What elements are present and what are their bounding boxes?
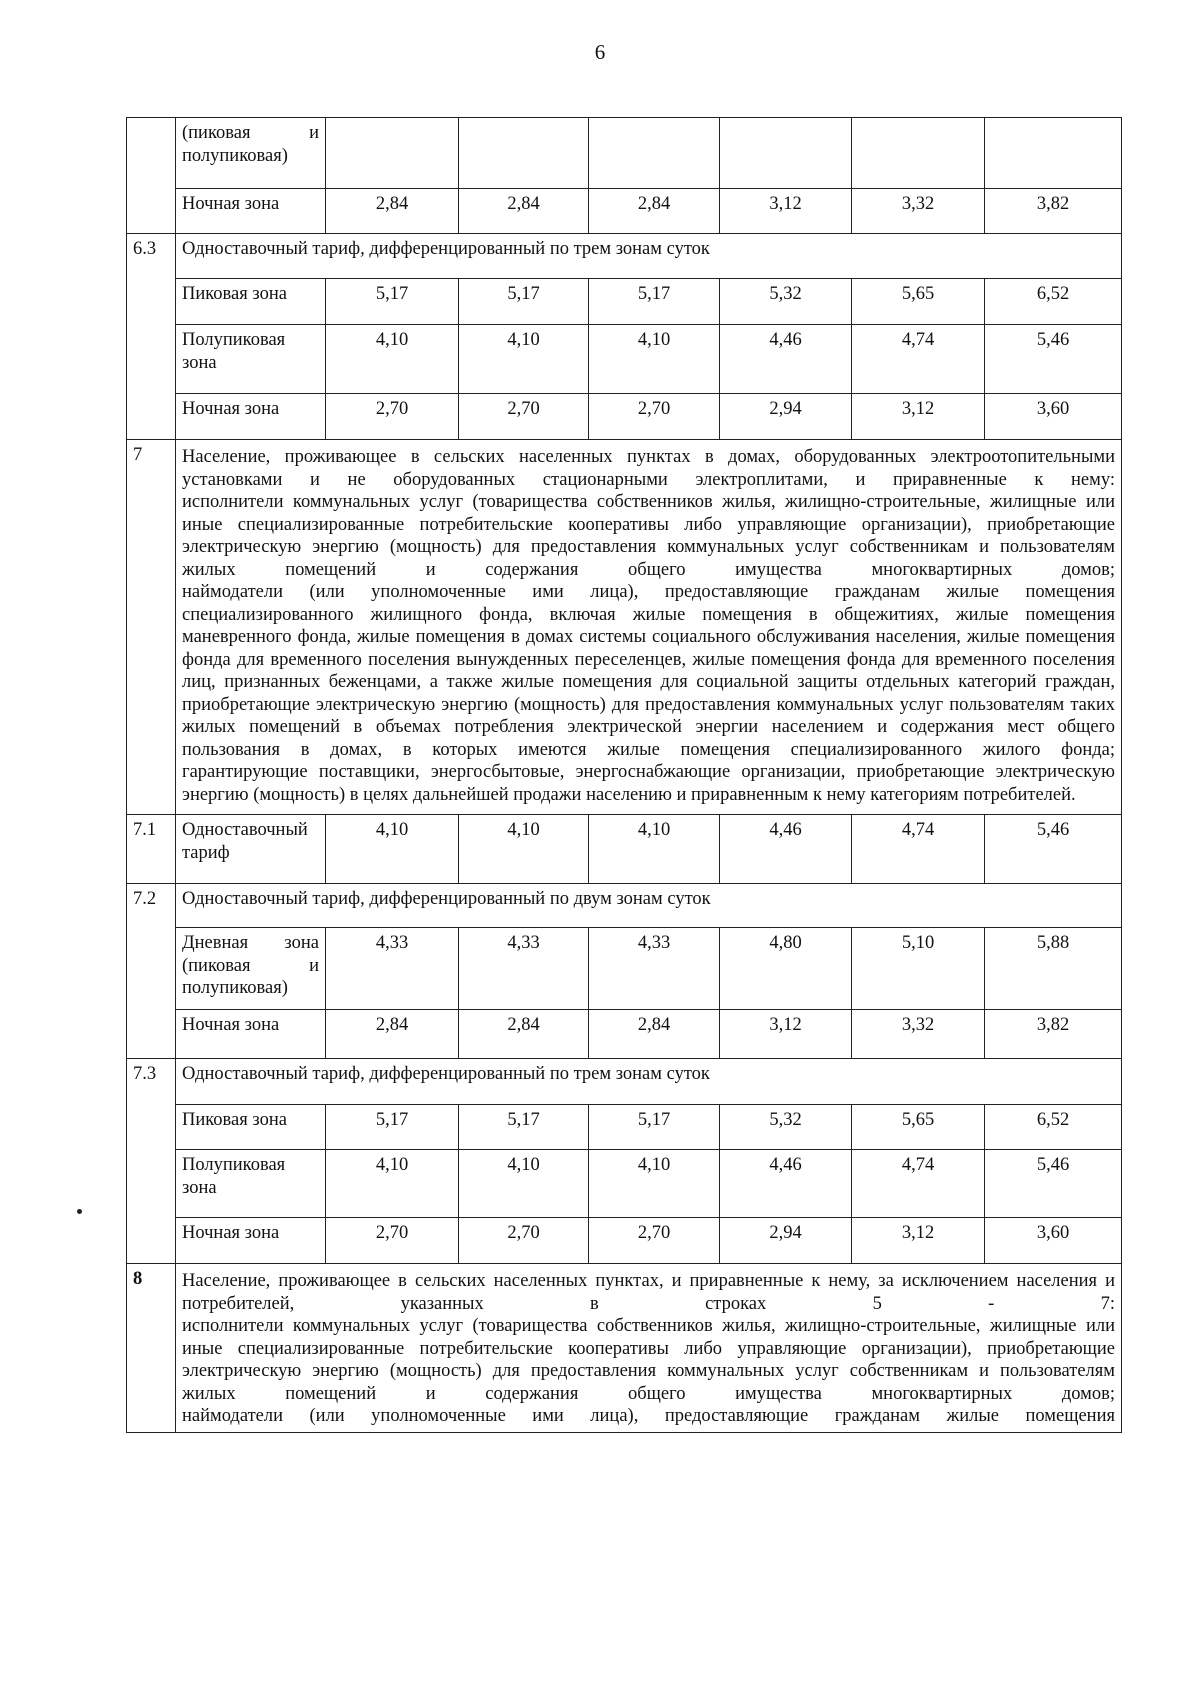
value-cell: 4,80 [720, 928, 852, 1010]
value-cell: 5,65 [852, 1105, 985, 1150]
zone-label: Одноставочный тариф [176, 815, 326, 884]
description-paragraph: Население, проживающее в сельских населенных пунктах в домах, оборудованных электроотопительными установками и не оборудованных стационарными электроплитами, и приравненные к нему: [182, 447, 1115, 490]
value-cell: 3,82 [985, 189, 1122, 234]
table-row [127, 928, 1122, 1010]
row-number: 8 [127, 1264, 176, 1433]
value-cell: 3,12 [852, 394, 985, 440]
value-cell: 2,70 [326, 1218, 459, 1264]
value-cell: 4,33 [326, 928, 459, 1010]
description-paragraph: исполнители коммунальных услуг (товарищества собственников жилья, жилищно-строительные, жилищные или иные специализированные потребительские кооперативы либо управляющие организации), приобретающие электрическую энергию (мощность) для предоставления коммунальных услуг собственникам и пользователям жилых помещений и содержания общего имущества многоквартирных домов; [182, 492, 1115, 580]
table-row [127, 440, 1122, 815]
table-row [127, 1105, 1122, 1150]
value-cell: 2,70 [459, 1218, 589, 1264]
page-number: 6 [594, 40, 606, 64]
table-row [127, 1010, 1122, 1059]
value-cell: 5,32 [720, 279, 852, 325]
value-cell: 5,46 [985, 325, 1122, 394]
value-cell: 2,84 [326, 189, 459, 234]
value-cell: 3,12 [720, 189, 852, 234]
value-cell: 2,84 [326, 1010, 459, 1059]
value-cell [326, 118, 459, 189]
value-cell: 4,74 [852, 1150, 985, 1218]
table-row [127, 234, 1122, 279]
value-cell: 3,60 [985, 1218, 1122, 1264]
zone-label: Полупиковая зона [176, 325, 326, 394]
table-row [127, 1150, 1122, 1218]
value-cell: 5,17 [326, 1105, 459, 1150]
category-description [176, 1264, 1122, 1433]
table-row [127, 815, 1122, 884]
value-cell: 5,17 [589, 279, 720, 325]
description-paragraph: наймодатели (или уполномоченные ими лица), предоставляющие гражданам жилые помещения специализированного жилищного фонда, включая жилые помещения в общежитиях, жилые помещения маневренного фонда, жилые помещения в домах системы социального обслуживания населения, жилые помещения фонда для временного поселения вынужденных переселенцев, жилые помещения фонда для временного поселения лиц, признанных беженцами, а также жилые помещения для социальной защиты отдельных категорий граждан, приобретающие электрическую энергию (мощность) для предоставления коммунальных услуг пользователям таких жилых помещений в объемах потребления электрической энергии населением и содержания мест общего пользования в домах, в которых имеются жилые помещения специализированного жилого фонда; [182, 582, 1115, 760]
value-cell: 4,10 [589, 815, 720, 884]
value-cell: 5,17 [326, 279, 459, 325]
value-cell: 4,10 [589, 325, 720, 394]
value-cell: 4,10 [459, 815, 589, 884]
value-cell: 4,46 [720, 1150, 852, 1218]
value-cell: 6,52 [985, 279, 1122, 325]
table-row [127, 1264, 1122, 1433]
value-cell: 4,74 [852, 325, 985, 394]
table-row [127, 1059, 1122, 1105]
description-paragraph: Население, проживающее в сельских населенных пунктах, и приравненные к нему, за исключением населения и потребителей, указанных в строках 5 - 7: [182, 1271, 1115, 1314]
value-cell: 4,10 [459, 1150, 589, 1218]
value-cell: 4,10 [326, 1150, 459, 1218]
value-cell: 3,32 [852, 1010, 985, 1059]
tariff-heading: Одноставочный тариф, дифференцированный по двум зонам суток [176, 884, 1122, 928]
value-cell: 2,70 [326, 394, 459, 440]
zone-label: Ночная зона [176, 189, 326, 234]
value-cell: 5,88 [985, 928, 1122, 1010]
value-cell [459, 118, 589, 189]
row-number: 6.3 [127, 234, 176, 440]
value-cell: 3,12 [720, 1010, 852, 1059]
value-cell: 5,17 [459, 1105, 589, 1150]
row-number: 7 [127, 440, 176, 815]
table-row [127, 118, 1122, 189]
value-cell: 3,82 [985, 1010, 1122, 1059]
zone-label: Ночная зона [176, 394, 326, 440]
category-description [176, 440, 1122, 815]
value-cell: 3,12 [852, 1218, 985, 1264]
description-paragraph: наймодатели (или уполномоченные ими лица), предоставляющие гражданам жилые помещения [182, 1406, 1115, 1426]
value-cell: 4,46 [720, 325, 852, 394]
row-number: 7.3 [127, 1059, 176, 1264]
zone-label: Пиковая зона [176, 279, 326, 325]
value-cell: 2,94 [720, 1218, 852, 1264]
value-cell: 2,70 [589, 1218, 720, 1264]
value-cell [852, 118, 985, 189]
value-cell: 5,17 [589, 1105, 720, 1150]
table-row [127, 325, 1122, 394]
value-cell: 4,74 [852, 815, 985, 884]
value-cell: 5,46 [985, 815, 1122, 884]
value-cell: 6,52 [985, 1105, 1122, 1150]
value-cell [589, 118, 720, 189]
zone-label: Полупиковая зона [176, 1150, 326, 1218]
table-row [127, 884, 1122, 928]
description-paragraph: исполнители коммунальных услуг (товарищества собственников жилья, жилищно-строительные, жилищные или иные специализированные потребительские кооперативы либо управляющие организации), приобретающие электрическую энергию (мощность) для предоставления коммунальных услуг собственникам и пользователям жилых помещений и содержания общего имущества многоквартирных домов; [182, 1316, 1115, 1404]
value-cell: 2,84 [459, 1010, 589, 1059]
value-cell: 4,10 [326, 815, 459, 884]
value-cell: 4,10 [326, 325, 459, 394]
value-cell: 4,10 [589, 1150, 720, 1218]
value-cell: 2,84 [459, 189, 589, 234]
value-cell: 2,94 [720, 394, 852, 440]
tariff-table [126, 117, 1122, 1433]
value-cell: 4,46 [720, 815, 852, 884]
zone-label: Пиковая зона [176, 1105, 326, 1150]
table-row [127, 1218, 1122, 1264]
value-cell: 3,32 [852, 189, 985, 234]
value-cell [720, 118, 852, 189]
value-cell: 2,70 [589, 394, 720, 440]
value-cell: 5,65 [852, 279, 985, 325]
zone-label: Ночная зона [176, 1010, 326, 1059]
value-cell: 3,60 [985, 394, 1122, 440]
margin-dot [77, 1209, 82, 1214]
table-row [127, 394, 1122, 440]
value-cell: 2,70 [459, 394, 589, 440]
table-row [127, 189, 1122, 234]
value-cell: 5,17 [459, 279, 589, 325]
value-cell [985, 118, 1122, 189]
value-cell: 4,33 [589, 928, 720, 1010]
tariff-heading: Одноставочный тариф, дифференцированный по трем зонам суток [176, 1059, 1122, 1105]
value-cell: 5,46 [985, 1150, 1122, 1218]
zone-label: Дневная зона (пиковая и полупиковая) [176, 928, 326, 1010]
row-number-cell [127, 118, 176, 234]
row-number: 7.2 [127, 884, 176, 1059]
value-cell: 4,33 [459, 928, 589, 1010]
value-cell: 2,84 [589, 1010, 720, 1059]
value-cell: 5,10 [852, 928, 985, 1010]
value-cell: 4,10 [459, 325, 589, 394]
value-cell: 2,84 [589, 189, 720, 234]
zone-label: Ночная зона [176, 1218, 326, 1264]
value-cell: 5,32 [720, 1105, 852, 1150]
zone-label: (пиковая и полупиковая) [176, 118, 326, 189]
tariff-heading: Одноставочный тариф, дифференцированный по трем зонам суток [176, 234, 1122, 279]
description-paragraph: гарантирующие поставщики, энергосбытовые, энергоснабжающие организации, приобретающие электрическую энергию (мощность) в целях дальнейшей продажи населению и приравненным к нему категориям потребителей. [182, 762, 1115, 805]
row-number: 7.1 [127, 815, 176, 884]
table-row [127, 279, 1122, 325]
